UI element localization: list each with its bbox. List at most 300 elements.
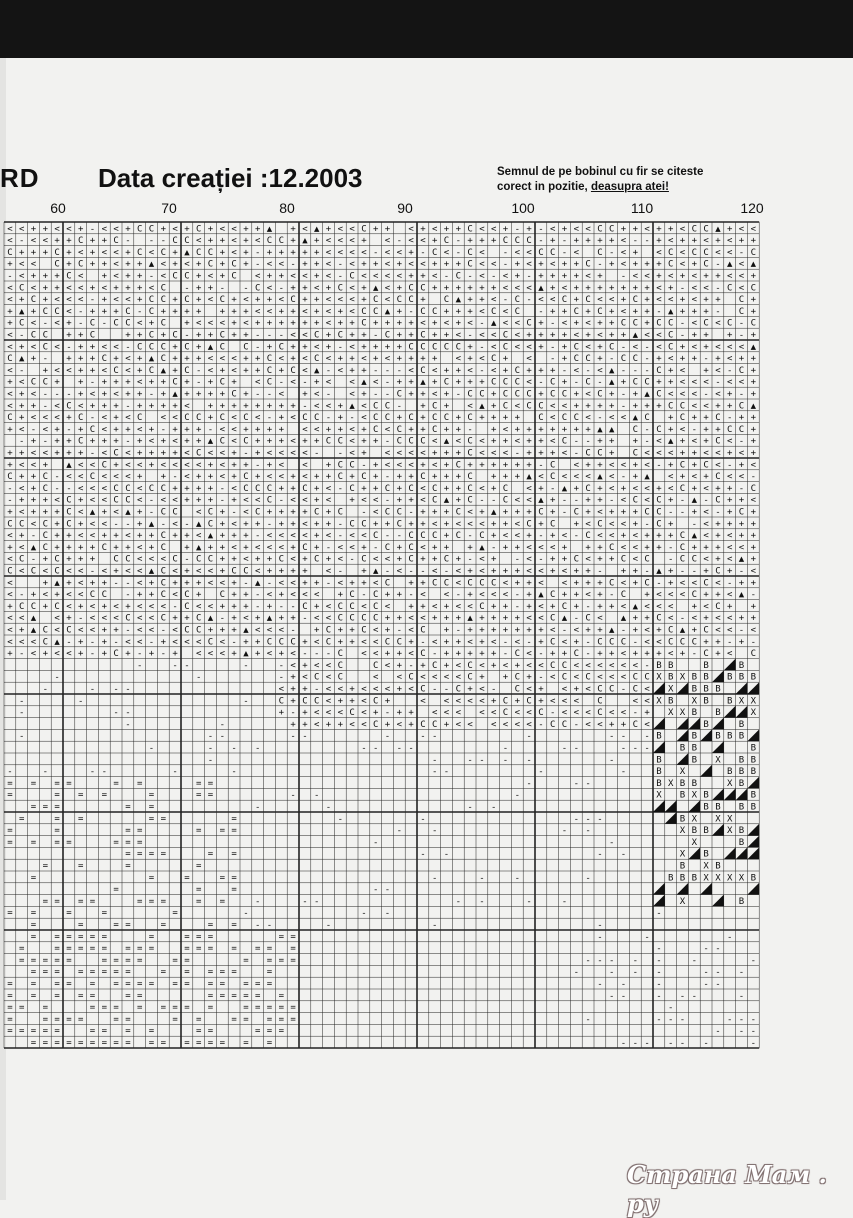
- stitch-cell-symbol: B: [738, 778, 745, 789]
- stitch-cell-symbol: +: [597, 649, 603, 660]
- stitch-cell-symbol: -: [219, 731, 226, 742]
- stitch-cell-symbol: -: [278, 283, 285, 294]
- stitch-cell-symbol: +: [136, 472, 143, 483]
- stitch-cell-symbol: <: [644, 684, 650, 695]
- stitch-cell-symbol: +: [42, 460, 49, 471]
- stitch-cell-symbol: =: [101, 1026, 108, 1037]
- stitch-cell-symbol: <: [54, 495, 60, 506]
- stitch-cell-symbol: +: [585, 236, 591, 247]
- stitch-cell-symbol: C: [679, 554, 686, 565]
- stitch-cell-symbol: <: [384, 460, 391, 471]
- stitch-cell-symbol: <: [384, 554, 391, 565]
- stitch-cell-symbol: +: [691, 354, 698, 365]
- stitch-cell-symbol: -: [467, 271, 473, 282]
- stitch-cell-symbol: <: [278, 354, 285, 365]
- stitch-cell-symbol: =: [195, 896, 202, 907]
- stitch-cell-symbol: <: [66, 649, 72, 660]
- stitch-cell-symbol: -: [561, 365, 568, 376]
- stitch-cell-symbol: <: [89, 519, 96, 530]
- stitch-cell-symbol: <: [620, 578, 627, 589]
- stitch-cell-symbol: -: [313, 684, 320, 695]
- stitch-cell-symbol: +: [18, 247, 25, 258]
- stitch-cell-symbol: +: [632, 578, 639, 589]
- stitch-cell-symbol: +: [219, 365, 226, 376]
- stitch-cell-symbol: C: [337, 601, 344, 612]
- stitch-cell-symbol: -: [420, 566, 426, 577]
- stitch-cell-symbol: <: [420, 542, 426, 553]
- stitch-cell-symbol: =: [7, 908, 13, 919]
- stitch-cell-symbol: +: [420, 460, 426, 471]
- stitch-cell-symbol: +: [490, 519, 497, 530]
- stitch-cell-symbol: +: [89, 259, 96, 270]
- stitch-cell-symbol: -: [384, 708, 391, 719]
- stitch-cell-symbol: -: [715, 507, 721, 518]
- stitch-cell-symbol: <: [42, 448, 49, 459]
- stitch-cell-symbol: +: [443, 542, 450, 553]
- stitch-cell-symbol: B: [738, 660, 745, 671]
- stitch-cell-symbol: -: [502, 755, 509, 766]
- stitch-cell-symbol: <: [538, 542, 544, 553]
- stitch-cell-symbol: -: [585, 778, 591, 789]
- stitch-cell-symbol: <: [113, 613, 119, 624]
- stitch-cell-symbol: -: [420, 849, 426, 860]
- stitch-cell-symbol: +: [396, 684, 403, 695]
- stitch-cell-symbol: +: [136, 401, 143, 412]
- stitch-cell-symbol: +: [30, 354, 37, 365]
- stitch-cell-symbol: -: [349, 554, 355, 565]
- stitch-cell-symbol: -: [125, 436, 131, 447]
- stitch-cell-symbol: +: [597, 460, 603, 471]
- stitch-cell-symbol: -: [18, 696, 25, 707]
- stitch-cell-symbol: +: [538, 318, 544, 329]
- stitch-cell-symbol: <: [703, 236, 709, 247]
- stitch-cell-symbol: -: [77, 613, 84, 624]
- stitch-cell-symbol: +: [644, 295, 650, 306]
- stitch-cell-symbol: -: [715, 377, 721, 388]
- stitch-cell-symbol: +: [325, 507, 332, 518]
- stitch-cell-symbol: -: [585, 814, 591, 825]
- stitch-cell-symbol: <: [172, 460, 178, 471]
- stitch-cell-symbol: -: [490, 802, 497, 813]
- stitch-cell-symbol: =: [266, 1014, 273, 1025]
- stitch-cell-symbol: +: [538, 684, 544, 695]
- stitch-cell-symbol: +: [195, 472, 202, 483]
- stitch-cell-symbol: <: [667, 483, 674, 494]
- stitch-cell-symbol: <: [290, 436, 296, 447]
- stitch-cell-symbol: -: [538, 554, 544, 565]
- stitch-cell-symbol: <: [325, 660, 332, 671]
- stitch-cell-symbol: <: [207, 354, 214, 365]
- stitch-cell-symbol: -: [89, 684, 96, 695]
- stitch-cell-symbol: +: [172, 613, 178, 624]
- stitch-cell-symbol: C: [207, 259, 214, 270]
- stitch-cell-symbol: +: [219, 601, 226, 612]
- stitch-cell-symbol: +: [337, 401, 344, 412]
- stitch-cell-symbol: C: [585, 354, 591, 365]
- stitch-cell-symbol: C: [502, 389, 509, 400]
- stitch-cell-symbol: <: [514, 708, 521, 719]
- stitch-cell-symbol: ▲: [526, 472, 532, 483]
- stitch-cell-symbol: <: [455, 436, 462, 447]
- stitch-cell-symbol: <: [455, 330, 462, 341]
- stitch-cell-symbol: <: [66, 590, 72, 601]
- stitch-cell-symbol: +: [18, 295, 25, 306]
- stitch-cell-symbol: +: [113, 625, 119, 636]
- stitch-cell-symbol: =: [136, 1003, 143, 1014]
- stitch-cell-symbol: <: [18, 259, 25, 270]
- stitch-cell-symbol: <: [219, 460, 226, 471]
- stitch-cell-symbol: C: [644, 413, 650, 424]
- stitch-cell-symbol: -: [89, 295, 96, 306]
- stitch-cell-symbol: C: [172, 330, 178, 341]
- stitch-cell-symbol: -: [42, 389, 49, 400]
- stitch-cell-symbol: <: [703, 283, 709, 294]
- stitch-cell-symbol: +: [231, 601, 237, 612]
- stitch-cell-symbol: +: [231, 625, 237, 636]
- stitch-cell-symbol: <: [101, 247, 108, 258]
- stitch-cell-symbol: ▲: [89, 507, 96, 518]
- stitch-cell-symbol: -: [656, 578, 662, 589]
- stitch-cell-symbol: C: [30, 566, 37, 577]
- stitch-cell-symbol: ▲: [726, 259, 733, 270]
- stitch-cell-symbol: +: [243, 247, 249, 258]
- stitch-cell-symbol: +: [278, 519, 285, 530]
- stitch-cell-symbol: -: [644, 932, 650, 943]
- stitch-cell-symbol: +: [136, 330, 143, 341]
- stitch-cell-symbol: <: [7, 554, 13, 565]
- stitch-cell-symbol: C: [526, 696, 532, 707]
- stitch-cell-symbol: C: [125, 613, 131, 624]
- stitch-cell-symbol: <: [703, 554, 709, 565]
- stitch-cell-symbol: +: [302, 389, 308, 400]
- stitch-cell-symbol: -: [679, 283, 686, 294]
- stitch-cell-symbol: -: [443, 566, 450, 577]
- stitch-cell-symbol: =: [113, 920, 119, 931]
- stitch-cell-symbol: +: [148, 542, 155, 553]
- stitch-cell-symbol: +: [361, 283, 367, 294]
- stitch-cell-symbol: =: [148, 932, 155, 943]
- stitch-cell-symbol: +: [443, 625, 450, 636]
- stitch-cell-symbol: C: [750, 483, 757, 494]
- stitch-cell-symbol: <: [561, 401, 568, 412]
- stitch-cell-symbol: +: [89, 247, 96, 258]
- stitch-cell-symbol: <: [77, 401, 84, 412]
- stitch-cell-symbol: -: [254, 802, 261, 813]
- stitch-cell-symbol: C: [54, 601, 60, 612]
- stitch-cell-symbol: C: [549, 590, 556, 601]
- stitch-cell-symbol: =: [195, 1038, 202, 1049]
- stitch-cell-symbol: <: [18, 460, 25, 471]
- stitch-cell-symbol: <: [443, 672, 450, 683]
- stitch-cell-symbol: ▲: [632, 601, 639, 612]
- stitch-cell-symbol: +: [703, 590, 709, 601]
- stitch-cell-symbol: <: [502, 719, 509, 730]
- stitch-cell-symbol: ▲: [656, 566, 662, 577]
- stitch-cell-symbol: -: [502, 259, 509, 270]
- stitch-cell-symbol: C: [7, 247, 13, 258]
- stitch-cell-symbol: <: [313, 660, 320, 671]
- stitch-cell-symbol: =: [7, 979, 13, 990]
- stitch-cell-symbol: +: [644, 318, 650, 329]
- stitch-cell-symbol: +: [160, 224, 167, 235]
- stitch-cell-symbol: <: [585, 708, 591, 719]
- stitch-cell-symbol: C: [408, 283, 414, 294]
- stitch-cell-symbol: =: [125, 944, 131, 955]
- stitch-cell-symbol: +: [290, 472, 296, 483]
- stitch-cell-symbol: <: [349, 389, 355, 400]
- stitch-cell-symbol: <: [384, 354, 391, 365]
- scan-top-dark-band: [0, 0, 853, 58]
- stitch-cell-symbol: +: [337, 696, 344, 707]
- stitch-cell-symbol: <: [479, 708, 485, 719]
- stitch-cell-symbol: C: [608, 542, 615, 553]
- stitch-cell-symbol: -: [644, 236, 650, 247]
- stitch-cell-symbol: -: [632, 955, 639, 966]
- stitch-cell-symbol: +: [396, 259, 403, 270]
- stitch-cell-symbol: +: [597, 318, 603, 329]
- stitch-cell-symbol: -: [384, 885, 391, 896]
- stitch-cell-symbol: =: [172, 1014, 178, 1025]
- stitch-cell-symbol: +: [443, 306, 450, 317]
- stitch-cell-symbol: C: [207, 637, 214, 648]
- stitch-cell-symbol: C: [644, 377, 650, 388]
- stitch-cell-symbol: +: [195, 283, 202, 294]
- stitch-cell-symbol: <: [726, 613, 733, 624]
- stitch-cell-symbol: -: [278, 377, 285, 388]
- stitch-cell-symbol: C: [42, 637, 49, 648]
- stitch-cell-symbol: -: [620, 743, 627, 754]
- stitch-cell-symbol: C: [632, 448, 639, 459]
- stitch-cell-symbol: -: [337, 519, 344, 530]
- stitch-cell-symbol: +: [337, 306, 344, 317]
- stitch-cell-symbol: <: [703, 531, 709, 542]
- stitch-cell-symbol: C: [656, 507, 662, 518]
- stitch-cell-symbol: C: [148, 342, 155, 353]
- stitch-cell-symbol: C: [337, 672, 344, 683]
- stitch-cell-symbol: C: [54, 259, 60, 270]
- stitch-cell-symbol: C: [160, 354, 167, 365]
- stitch-cell-symbol: +: [455, 259, 462, 270]
- stitch-cell-symbol: <: [585, 271, 591, 282]
- stitch-cell-symbol: -: [148, 495, 155, 506]
- stitch-cell-symbol: -: [455, 389, 462, 400]
- stitch-cell-symbol: <: [325, 531, 332, 542]
- stitch-cell-symbol: =: [184, 944, 190, 955]
- stitch-cell-symbol: =: [148, 979, 155, 990]
- stitch-cell-symbol: =: [160, 896, 167, 907]
- stitch-cell-symbol: <: [290, 649, 296, 660]
- stitch-cell-symbol: -: [738, 967, 745, 978]
- stitch-cell-symbol: +: [597, 601, 603, 612]
- stitch-cell-symbol: -: [597, 979, 603, 990]
- stitch-cell-symbol: B: [691, 778, 698, 789]
- stitch-cell-symbol: +: [561, 330, 568, 341]
- stitch-cell-symbol: +: [549, 649, 556, 660]
- stitch-cell-symbol: -: [632, 365, 639, 376]
- stitch-cell-symbol: -: [573, 778, 580, 789]
- stitch-cell-symbol: X: [750, 708, 757, 719]
- stitch-cell-symbol: =: [195, 790, 202, 801]
- stitch-cell-symbol: <: [420, 483, 426, 494]
- stitch-cell-symbol: <: [349, 342, 355, 353]
- stitch-cell-symbol: -: [502, 295, 509, 306]
- stitch-cell-symbol: <: [585, 318, 591, 329]
- stitch-cell-symbol: +: [620, 377, 627, 388]
- stitch-cell-symbol: <: [325, 318, 332, 329]
- stitch-cell-symbol: -: [467, 531, 473, 542]
- stitch-cell-symbol: -: [526, 755, 532, 766]
- stitch-cell-symbol: +: [113, 354, 119, 365]
- stitch-cell-symbol: +: [538, 519, 544, 530]
- stitch-cell-symbol: ▲: [302, 236, 308, 247]
- stitch-cell-symbol: <: [632, 660, 639, 671]
- stitch-cell-symbol: -: [207, 755, 214, 766]
- stitch-cell-symbol: ▲: [30, 542, 37, 553]
- stitch-cell-symbol: -: [656, 1014, 662, 1025]
- stitch-cell-symbol: <: [136, 318, 143, 329]
- stitch-cell-symbol: =: [30, 873, 37, 884]
- stitch-cell-symbol: C: [455, 460, 462, 471]
- stitch-cell-symbol: <: [656, 637, 662, 648]
- stitch-cell-symbol: <: [573, 472, 580, 483]
- stitch-cell-symbol: <: [18, 507, 25, 518]
- stitch-cell-symbol: <: [77, 566, 84, 577]
- stitch-cell-symbol: -: [325, 920, 332, 931]
- stitch-cell-symbol: -: [538, 767, 544, 778]
- stitch-cell-symbol: -: [750, 1038, 757, 1049]
- stitch-cell-symbol: X: [667, 684, 674, 695]
- stitch-cell-symbol: +: [184, 436, 190, 447]
- stitch-cell-symbol: <: [136, 460, 143, 471]
- stitch-cell-symbol: +: [455, 554, 462, 565]
- stitch-cell-symbol: B: [750, 790, 757, 801]
- stitch-cell-symbol: =: [54, 979, 60, 990]
- stitch-cell-symbol: +: [443, 424, 450, 435]
- stitch-cell-symbol: +: [573, 283, 580, 294]
- stitch-cell-symbol: <: [608, 413, 615, 424]
- stitch-cell-symbol: +: [254, 224, 261, 235]
- stitch-cell-symbol: =: [18, 814, 25, 825]
- stitch-cell-symbol: C: [148, 365, 155, 376]
- stitch-cell-symbol: -: [608, 495, 615, 506]
- stitch-cell-symbol: +: [113, 424, 119, 435]
- stitch-cell-symbol: +: [420, 271, 426, 282]
- stitch-cell-symbol: C: [514, 649, 521, 660]
- stitch-cell-symbol: C: [148, 306, 155, 317]
- stitch-cell-symbol: +: [490, 554, 497, 565]
- stitch-cell-symbol: -: [266, 519, 273, 530]
- stitch-cell-symbol: -: [278, 495, 285, 506]
- stitch-cell-symbol: +: [585, 495, 591, 506]
- stitch-cell-symbol: +: [254, 354, 261, 365]
- stitch-cell-symbol: <: [219, 318, 226, 329]
- stitch-cell-symbol: -: [77, 318, 84, 329]
- stitch-cell-symbol: <: [7, 625, 13, 636]
- stitch-cell-symbol: +: [703, 542, 709, 553]
- stitch-cell-symbol: C: [372, 601, 379, 612]
- stitch-cell-symbol: +: [738, 637, 745, 648]
- stitch-cell-symbol: <: [726, 236, 733, 247]
- stitch-cell-symbol: +: [7, 460, 13, 471]
- stitch-cell-symbol: B: [726, 696, 733, 707]
- stitch-cell-symbol: =: [113, 1038, 119, 1049]
- stitch-cell-symbol: -: [337, 259, 344, 270]
- stitch-cell-symbol: -: [467, 330, 473, 341]
- stitch-cell-symbol: -: [620, 684, 627, 695]
- stitch-cell-symbol: -: [691, 955, 698, 966]
- stitch-cell-symbol: -: [490, 495, 497, 506]
- stitch-cell-symbol: -: [573, 719, 580, 730]
- stitch-cell-symbol: +: [172, 365, 178, 376]
- stitch-cell-symbol: C: [656, 495, 662, 506]
- stitch-cell-symbol: +: [396, 542, 403, 553]
- stitch-cell-symbol: C: [66, 401, 72, 412]
- stitch-cell-symbol: <: [337, 247, 344, 258]
- stitch-cell-symbol: C: [597, 684, 603, 695]
- stitch-cell-symbol: C: [349, 613, 355, 624]
- stitch-cell-symbol: <: [467, 318, 473, 329]
- stitch-cell-symbol: <: [160, 413, 167, 424]
- stitch-cell-symbol: -: [538, 236, 544, 247]
- stitch-cell-symbol: +: [443, 365, 450, 376]
- stitch-cell-symbol: =: [172, 979, 178, 990]
- stitch-cell-symbol: =: [184, 873, 190, 884]
- stitch-cell-symbol: <: [325, 354, 332, 365]
- stitch-cell-symbol: <: [54, 342, 60, 353]
- stitch-cell-symbol: <: [490, 365, 497, 376]
- stitch-cell-symbol: <: [302, 224, 308, 235]
- stitch-cell-symbol: <: [750, 566, 757, 577]
- stitch-cell-symbol: <: [349, 436, 355, 447]
- stitch-cell-symbol: +: [502, 613, 509, 624]
- stitch-cell-symbol: ▲: [561, 613, 568, 624]
- stitch-cell-symbol: -: [585, 637, 591, 648]
- stitch-cell-symbol: +: [195, 436, 202, 447]
- stitch-cell-symbol: -: [396, 826, 403, 837]
- stitch-cell-symbol: -: [431, 755, 438, 766]
- stitch-cell-symbol: C: [337, 283, 344, 294]
- stitch-cell-symbol: C: [502, 483, 509, 494]
- stitch-cell-symbol: <: [526, 259, 532, 270]
- stitch-cell-symbol: C: [113, 365, 119, 376]
- stitch-cell-symbol: -: [715, 979, 721, 990]
- stitch-cell-symbol: -: [467, 755, 473, 766]
- stitch-cell-symbol: <: [715, 318, 721, 329]
- stitch-cell-symbol: +: [278, 306, 285, 317]
- stitch-cell-symbol: -: [538, 531, 544, 542]
- stitch-cell-symbol: <: [7, 365, 13, 376]
- stitch-cell-symbol: -: [219, 283, 226, 294]
- stitch-cell-symbol: <: [290, 377, 296, 388]
- stitch-cell-half: [653, 883, 665, 895]
- stitch-cell-symbol: C: [125, 554, 131, 565]
- stitch-cell-symbol: C: [679, 413, 686, 424]
- stitch-cell-symbol: C: [113, 649, 119, 660]
- stitch-cell-symbol: <: [573, 672, 580, 683]
- stitch-cell-symbol: +: [750, 519, 757, 530]
- stitch-cell-symbol: <: [30, 460, 37, 471]
- stitch-cell-symbol: +: [608, 436, 615, 447]
- stitch-cell-symbol: C: [679, 531, 686, 542]
- stitch-cell-symbol: +: [538, 625, 544, 636]
- stitch-cell-symbol: <: [7, 389, 13, 400]
- stitch-cell-symbol: +: [66, 448, 72, 459]
- stitch-cell-symbol: +: [18, 625, 25, 636]
- stitch-cell-symbol: <: [691, 318, 698, 329]
- stitch-cell-symbol: <: [219, 354, 226, 365]
- stitch-cell-symbol: -: [325, 578, 332, 589]
- stitch-cell-symbol: C: [396, 637, 403, 648]
